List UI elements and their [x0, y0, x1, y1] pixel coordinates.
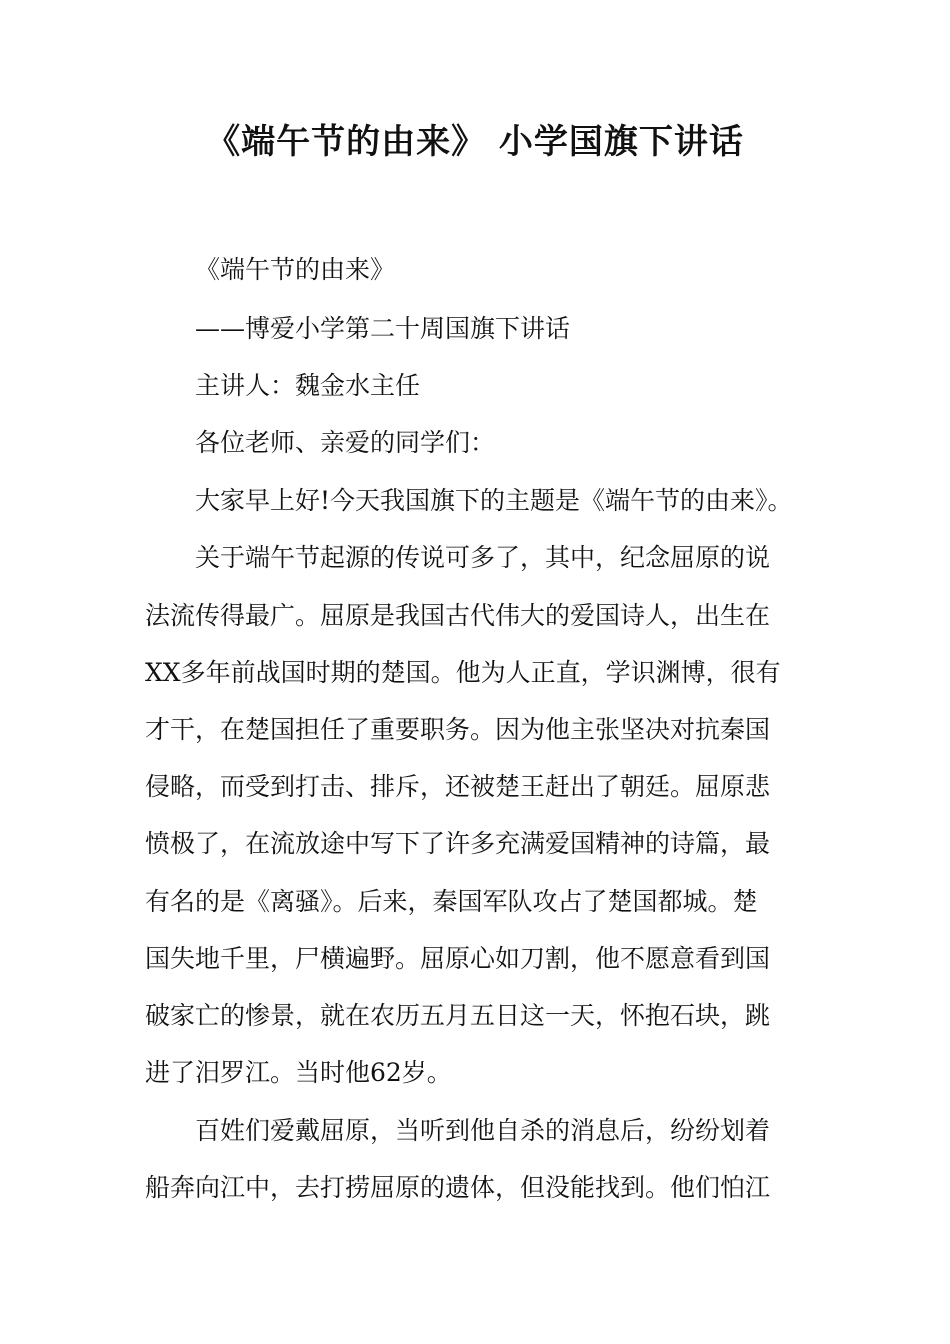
paragraph-2-line: 船奔向江中，去打捞屈原的遗体，但没能找到。他们怕江 [145, 1173, 771, 1202]
paragraph-1-line: 有名的是《离骚》。后来，秦国军队攻占了楚国都城。楚 [145, 887, 758, 916]
speaker-line: 主讲人：魏金水主任 [195, 371, 421, 400]
paragraph-1-line: 进了汨罗江。当时他62岁。 [145, 1058, 452, 1087]
salutation: 各位老师、亲爱的同学们： [195, 428, 496, 457]
paragraph-1-line: 破家亡的惨景，就在农历五月五日这一天，怀抱石块，跳 [145, 1001, 771, 1030]
paragraph-1-line: 侵略，而受到打击、排斥，还被楚王赶出了朝廷。屈原悲 [145, 772, 771, 801]
document-title: 《端午节的由来》 小学国旗下讲话 [206, 122, 744, 162]
paragraph-2-line: 百姓们爱戴屈原，当听到他自杀的消息后，纷纷划着 [195, 1116, 771, 1145]
paragraph-1-line: 法流传得最广。屈原是我国古代伟大的爱国诗人，出生在 [145, 601, 771, 630]
speech-title: 《端午节的由来》 [195, 255, 396, 284]
greeting-line: 大家早上好!今天我国旗下的主题是《端午节的由来》。 [195, 486, 793, 515]
paragraph-1-line: 关于端午节起源的传说可多了，其中，纪念屈原的说 [195, 543, 771, 572]
speech-subtitle: ——博爱小学第二十周国旗下讲话 [195, 314, 571, 343]
paragraph-1-line: 才干，在楚国担任了重要职务。因为他主张坚决对抗秦国 [145, 715, 771, 744]
paragraph-1-line: XX多年前战国时期的楚国。他为人正直，学识渊博，很有 [145, 658, 781, 687]
paragraph-1-line: 愤极了，在流放途中写下了许多充满爱国精神的诗篇，最 [145, 829, 771, 858]
paragraph-1-line: 国失地千里，尸横遍野。屈原心如刀割，他不愿意看到国 [145, 944, 771, 973]
